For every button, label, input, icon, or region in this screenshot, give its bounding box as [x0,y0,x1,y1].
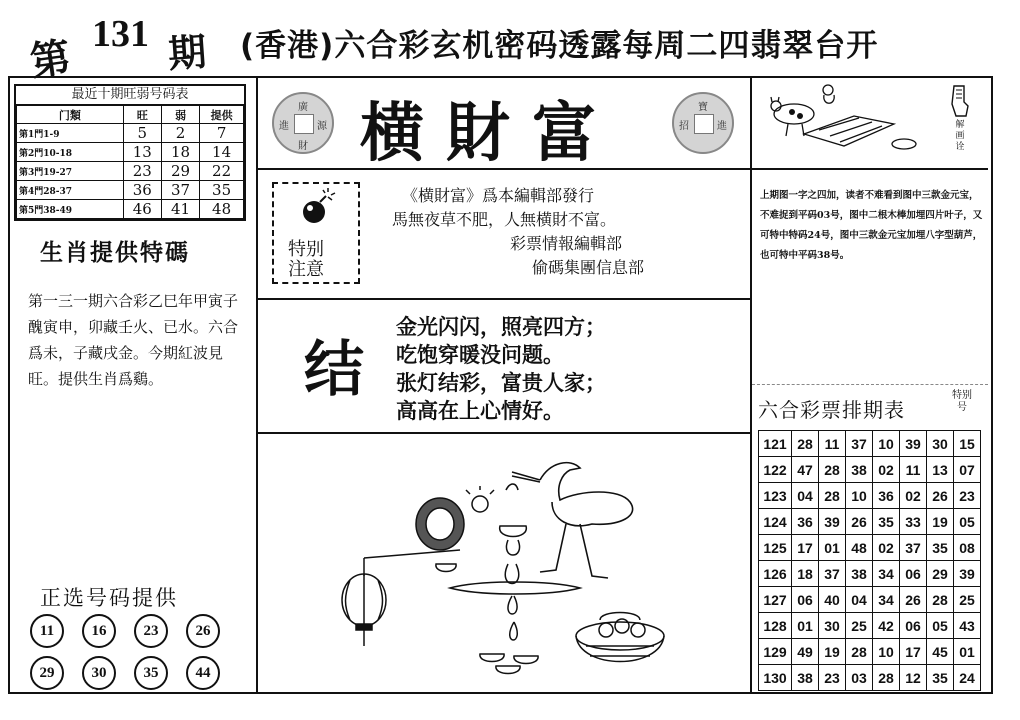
table-row [759,535,981,561]
pick-number: 23 [134,614,168,648]
banner-title: 横財富 [360,96,618,171]
hint-text: 上期图一字之四加，读者不难看到图中三款金元宝，不难捉到平码03号，图中二根木棒加埋四片叶子，又可特中特码24号，图中三款金元宝加埋八字型葫芦，也可特中平码38号。 [760,190,983,261]
issue-cell: 127 [759,587,792,613]
special-cell: 07 [954,457,981,483]
schedule-table [758,430,981,691]
table-row [759,561,981,587]
special-cell: 08 [954,535,981,561]
lantern-icon [342,558,386,646]
cell: 2 [161,124,199,143]
coin-char: 招 [679,121,689,132]
special-cell: 25 [954,587,981,613]
cell: 7 [200,124,244,143]
cell: 18 [161,143,199,162]
table-row [759,665,981,691]
hot-cold-table [14,84,246,221]
bomb-icon [298,188,338,228]
column-header: 旺 [123,106,161,124]
cell: 39 [819,509,846,535]
pick-number: 29 [30,656,64,690]
hint-label: 解画诠 [955,120,965,152]
cell: 28 [846,639,873,665]
cell: 37 [846,431,873,457]
notice-line: 《横財富》爲本編輯部發行 [402,186,595,205]
cell: 06 [900,561,927,587]
pick-number: 11 [30,614,64,648]
coin-left-icon [272,92,334,154]
cell: 37 [900,535,927,561]
coin-char: 進 [717,121,727,132]
cell: 01 [819,535,846,561]
cell: 35 [927,535,954,561]
table-row [17,181,244,200]
cell: 36 [792,509,819,535]
cell: 30 [819,613,846,639]
row-label: 第2門10-18 [17,143,124,162]
cell: 29 [161,162,199,181]
divider-notice [256,298,752,300]
cell: 11 [819,431,846,457]
cell: 06 [900,613,927,639]
cat-fence-illustration [764,80,924,160]
cell: 10 [873,639,900,665]
cell: 01 [792,613,819,639]
cell: 45 [927,639,954,665]
special-cell: 23 [954,483,981,509]
pick-number: 44 [186,656,220,690]
cell: 13 [123,143,161,162]
pointing-hand-icon [948,84,972,118]
pick-number: 30 [82,656,116,690]
cell: 17 [792,535,819,561]
cell: 03 [846,665,873,691]
cell: 40 [819,587,846,613]
cell: 17 [900,639,927,665]
cell: 35 [200,181,244,200]
issue-cell: 125 [759,535,792,561]
cell: 29 [927,561,954,587]
table-header-row [17,106,244,124]
poem-key-character: 结 [304,335,364,405]
basket-icon [576,613,664,662]
cell: 22 [200,162,244,181]
cell: 28 [873,665,900,691]
divider-schedule [752,384,988,386]
pick-number: 35 [134,656,168,690]
cell: 18 [792,561,819,587]
cell: 38 [846,561,873,587]
notice-lines [392,184,644,280]
table-row [759,483,981,509]
cell: 02 [873,457,900,483]
issue-cell: 122 [759,457,792,483]
table-row [759,587,981,613]
cell: 39 [900,431,927,457]
poem [396,313,606,425]
cell: 10 [846,483,873,509]
notice-label-line: 注意 [288,259,324,280]
issue-cell: 130 [759,665,792,691]
row-label: 第5門38-49 [17,200,124,219]
picks-grid [30,614,240,690]
header [0,0,1020,86]
hot-cold-grid [16,105,244,219]
cell: 48 [200,200,244,219]
riddle-illustration [330,440,690,690]
cell: 33 [900,509,927,535]
column-header: 提供 [200,106,244,124]
special-cell: 15 [954,431,981,457]
cell: 25 [846,613,873,639]
cell: 41 [161,200,199,219]
poem-line: 吃饱穿暖没问题。 [396,343,564,367]
gourd-pipe-icon [364,486,494,558]
cell: 49 [792,639,819,665]
notice-label [288,240,324,280]
cell: 38 [846,457,873,483]
coin-char: 寶 [698,102,708,113]
special-cell: 05 [954,509,981,535]
cell: 5 [123,124,161,143]
cell: 35 [873,509,900,535]
issue-prefix: 第 [27,34,74,86]
table-row [17,124,244,143]
cell: 23 [819,665,846,691]
coin-char: 廣 [298,102,308,113]
column-header: 门類 [17,106,124,124]
table-row [759,639,981,665]
cell: 05 [927,613,954,639]
issue-cell: 121 [759,431,792,457]
cell: 26 [900,587,927,613]
table-row [17,200,244,219]
notice-line: 彩票情報編輯部 [510,234,623,253]
issue-cell: 129 [759,639,792,665]
pick-number: 26 [186,614,220,648]
ingot-stack-icon [436,526,580,674]
table-row [759,457,981,483]
cell: 23 [123,162,161,181]
cell: 02 [873,535,900,561]
cell: 42 [873,613,900,639]
cell: 19 [819,639,846,665]
row-label: 第1門1-9 [17,124,124,143]
coin-char: 進 [279,121,289,132]
special-cell: 01 [954,639,981,665]
cell: 26 [846,509,873,535]
table-row [759,509,981,535]
notice-label-line: 特别 [288,239,324,260]
schedule-title: 六合彩票排期表 [758,398,905,422]
coin-right-icon [672,92,734,154]
cell: 28 [819,457,846,483]
special-cell: 43 [954,613,981,639]
cell: 13 [927,457,954,483]
special-cell: 24 [954,665,981,691]
schedule-special-label: 特别号 [952,390,972,413]
cell: 37 [161,181,199,200]
cell: 30 [927,431,954,457]
issue-suffix: 期 [166,29,208,77]
zodiac-title: 生肖提供特碼 [40,240,190,266]
cell: 19 [927,509,954,535]
cell: 38 [792,665,819,691]
headline: (香港)六合彩玄机密码透露每周二四翡翠台开 [240,28,879,64]
table-row [17,162,244,181]
special-cell: 39 [954,561,981,587]
cell: 37 [819,561,846,587]
hot-cold-table-title: 最近十期旺弱号码表 [16,86,244,105]
cell: 02 [900,483,927,509]
row-label: 第4門28-37 [17,181,124,200]
coin-char: 財 [298,141,308,152]
issue-number: 131 [92,13,149,55]
cell: 34 [873,587,900,613]
row-label: 第3門19-27 [17,162,124,181]
divider-poem [256,432,752,434]
cell: 28 [792,431,819,457]
cell: 28 [927,587,954,613]
poem-line: 张灯结彩，富贵人家； [396,371,606,395]
poem-line: 金光闪闪，照亮四方； [396,315,606,339]
cell: 06 [792,587,819,613]
picks-title: 正选号码提供 [40,586,178,610]
cell: 36 [873,483,900,509]
cell: 14 [200,143,244,162]
issue-cell: 123 [759,483,792,509]
table-row [17,143,244,162]
cell: 36 [123,181,161,200]
cell: 12 [900,665,927,691]
issue-cell: 126 [759,561,792,587]
table-row [759,431,981,457]
cell: 11 [900,457,927,483]
cell: 35 [927,665,954,691]
pick-number: 16 [82,614,116,648]
issue-cell: 128 [759,613,792,639]
cell: 28 [819,483,846,509]
issue-cell: 124 [759,509,792,535]
poem-line: 高高在上心情好。 [396,399,564,423]
column-header: 弱 [161,106,199,124]
cell: 47 [792,457,819,483]
table-row [759,613,981,639]
zodiac-body: 第一三一期六合彩乙巳年甲寅子醜寅申，卯藏壬火、已水。六合爲未，子藏戌金。今期紅波見旺。提供生肖爲鷄。 [28,292,239,388]
cell: 34 [873,561,900,587]
crane-icon [506,463,633,578]
divider-hint [752,168,988,170]
cell: 04 [846,587,873,613]
notice-line: 馬無夜草不肥，人無横財不富。 [392,210,617,229]
cell: 26 [927,483,954,509]
cell: 04 [792,483,819,509]
cell: 46 [123,200,161,219]
notice-line: 偷碼集團信息部 [532,258,645,277]
cell: 10 [873,431,900,457]
cell: 48 [846,535,873,561]
coin-char: 源 [317,121,327,132]
